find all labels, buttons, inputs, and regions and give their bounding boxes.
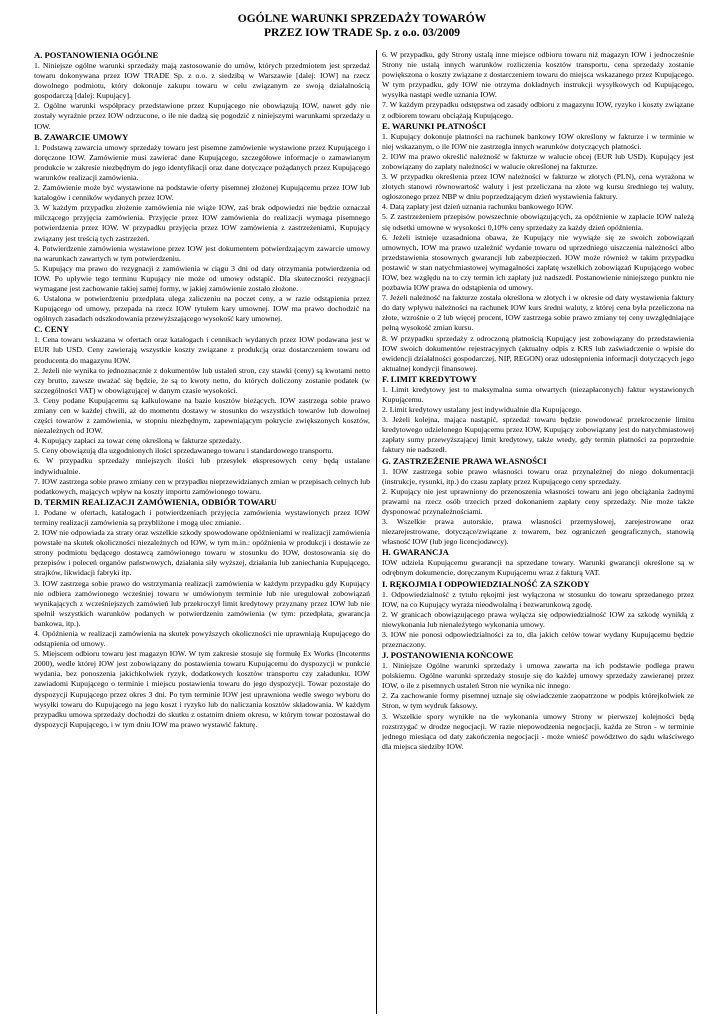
paragraph: 2. Zamówienie może być wystawione na podstawie oferty pisemnej złożonej Kupującemu przez IOW lub katalogów i cenników wydanych przez IOW. [34, 183, 370, 203]
paragraph: 2. IOW ma prawo określić należność w fakturze w walucie obcej (EUR lub USD). Kupujący jest zobowiązany do zapłaty należności w walucie określonej na fakturze. [382, 151, 694, 171]
paragraph: 2. W granicach obowiązującego prawa wyłącza się odpowiedzialność IOW za szkodę wynikłą z niewykonania lub nienależytego wykonania umowy. [382, 609, 694, 629]
paragraph: 8. W przypadku sprzedaży z odroczoną płatnością Kupujący jest zobowiązany do przedstawienia IOW swoich dokumentów rejestracyjnych (aktualny odpis z KRS lub zaświadczenie o wpisie do ewidencji działalności gospodarczej, NIP, REGON) oraz udostępnienia informacji dotyczących jego aktualnej kondycji finansowej. [382, 333, 694, 373]
paragraph: 2. Kupujący nie jest uprawniony do przenoszenia własności towaru ani jego obciążania żadnymi prawami na rzecz osób trzecich przed dokonaniem zapłaty ceny sprzedaży. Nie może także dysponować przynależnościami. [382, 486, 694, 516]
paragraph: 4. Kupujący zapłaci za towar cenę określoną w fakturze sprzedaży. [34, 436, 242, 446]
section-heading: J. POSTANOWIENIA KOŃCOWE [382, 650, 514, 661]
section-heading: C. CENY [34, 324, 69, 335]
paragraph: 3. W przypadku określenia przez IOW należności w fakturze w złotych (PLN), cena wyrażona w złotych stanowi równowartość waluty i jest przeliczana na złote wg kursu średniego tej waluty, ogłoszonego przez NBP w dniu poprzedzającym dzień wystawienia faktury. [382, 172, 694, 202]
paragraph: 3. IOW nie ponosi odpowiedzialności za to, dla jakich celów towar wydany Kupującemu będzie przeznaczony. [382, 629, 694, 649]
paragraph: 7. Jeżeli należność na fakturze została określona w złotych i w okresie od daty wystawienia faktury do daty wpływu należności na rachunek IOW kurs średni waluty, z której cena była przeliczona na złote, wzrośnie o 2 lub więcej procent, IOW zastrzega sobie prawo zmiany tej ceny uwzględniające pełną wysokość zmian kursu. [382, 293, 694, 333]
paragraph: 2. Ogólne warunki współpracy przedstawione przez Kupującego nie obowiązują IOW, nawet gdy nie zostały wyraźnie przez IOW odrzucone, o ile nie dadzą się pogodzić z niniejszymi warunkami sprzedaży u IOW. [34, 101, 370, 131]
paragraph: 6. Ustalona w potwierdzeniu przedpłata ulega zaliczeniu na poczet ceny, a w razie odstąpienia przez Kupującego od umowy, przepada na rzecz IOW tytułem kary umownej. IOW ma prawo dochodzić na ogólnych zasadach odszkodowania przewyższającego wysokość kary umownej. [34, 294, 370, 324]
paragraph: 1. Odpowiedzialność z tytułu rękojmi jest wyłączona w stosunku do towaru sprzedanego przez IOW, na co Kupujący wyraża nieodwołalną i bezwarunkową zgodę. [382, 589, 694, 609]
section-heading: F. LIMIT KREDYTOWY [382, 373, 478, 384]
paragraph: 2. Za zachowanie formy pisemnej uznaje się oświadczenie zaopatrzone w podpis którejkolwiek ze Stron, w tym wydruk faksowy. [382, 691, 694, 711]
title-line-2: PRZEZ IOW TRADE Sp. z o.o. 03/2009 [263, 27, 461, 39]
paragraph: 5. Kupujący ma prawo do rezygnacji z zamówienia w ciągu 3 dni od daty otrzymania potwierdzenia od IOW. Po upływie tego terminu Kupujący nie może od umowy odstąpić. Dla skuteczności rezygnacji wymagane jest zachowanie takiej samej formy, w jakiej zamówienie zostało złożone. [34, 263, 370, 293]
paragraph: 1. Limit kredytowy jest to maksymalna suma otwartych (niezapłaconych) faktur wystawionych Kupującemu. [382, 384, 694, 404]
paragraph: IOW udziela Kupującemu gwarancji na sprzedane towary. Warunki gwarancji określone są w odrębnym dokumencie, doręczanym Kupującemu wraz z fakturą VAT. [382, 558, 694, 578]
paragraph: 4. Datą zapłaty jest dzień uznania rachunku bankowego IOW. [382, 202, 574, 212]
paragraph: 5. Ceny obowiązują dla uzgodnionych ilości sprzedawanego towaru i standardowego transportu. [34, 446, 334, 456]
column-divider [376, 50, 377, 1014]
paragraph: 3. Jeżeli kolejna, mająca nastąpić, sprzedaż towaru będzie powodować przekroczenie limitu kredytowego udzielonego Kupującemu przez IOW, Kupujący zobowiązany jest do natychmiastowej zapłaty sumy przewyższającej limit kredytowy, także wtedy, gdy termin płatności za poprzednie faktury nie nadszedł. [382, 415, 694, 455]
paragraph: 6. W przypadku, gdy Strony ustalą inne miejsce odbioru towaru niż magazyn IOW i jednocześnie Strony nie ustalą innych warunków rozliczenia kosztów transportu, cena sprzedaży zostanie powiększona o koszty związane z dostarczeniem towaru do miejsca wskazanego przez Kupującego. W tym przypadku, gdy IOW nie otrzyma dokładnych instrukcji wysyłkowych od Kupującego, wysyłka nastąpi wedle uznania IOW. [382, 50, 694, 100]
paragraph: 1. Kupujący dokonuje płatności na rachunek bankowy IOW określony w fakturze i w terminie w niej wskazanym, o ile IOW nie zastrzegła innych warunków dotyczących płatności. [382, 131, 694, 151]
paragraph: 5. Miejscem odbioru towaru jest magazyn IOW. W tym zakresie stosuje się formułę Ex Works (Incoterms 2000), wedle której IOW jest zobowiązany do postawienia towaru Kupującemu do dyspozycji w punkcie wydania, bez ponoszenia jakichkolwiek ryzyk, dodatkowych kosztów transportu czy załadunku. IOW zawiadomi Kupującego o terminie i miejscu postawienia towaru do jego dyspozycji. Towar pozostaje do dyspozycji Kupującego przez okres 3 dni. Po tym terminie IOW jest uprawniona wedle swego wyboru do wysyłki towaru do Kupującego na jego koszt i ryzyko lub do naliczania kosztów składowania. W każdym przypadku umowa sprzedaży dochodzi do skutku z ostatnim dniem okresu, w którym towar pozostawał do dyspozycji Kupującego, i w tym dniu IOW ma prawo wystawić fakturę. [34, 649, 370, 729]
paragraph: 4. Opóźnienia w realizacji zamówienia na skutek powyższych okoliczności nie uprawniają Kupującego do odstąpienia od umowy. [34, 628, 370, 649]
paragraph: 2. Jeżeli nie wynika to jednoznacznie z dokumentów lub ustaleń stron, czy stawki (ceny) są kwotami netto czy brutto, zawsze uważać się będzie, że są to kwoty netto, do których doliczony zostanie podatek (w szczególności VAT) w obowiązującej w danym czasie wysokości. [34, 365, 370, 395]
paragraph: 4. Potwierdzenie zamówienia wystawione przez IOW jest dokumentem potwierdzającym zawarcie umowy na warunkach zawartych w tym potwierdzeniu. [34, 243, 370, 263]
section-heading: H. GWARANCJA [382, 547, 449, 558]
paragraph: 1. Podane w ofertach, katalogach i potwierdzeniach przyjęcia zamówienia wystawionych przez IOW terminy realizacji zamówienia są przybliżone i mogą ulec zmianie. [34, 507, 370, 527]
section-heading: B. ZAWARCIE UMOWY [34, 131, 129, 142]
paragraph: 5. Z zastrzeżeniem przepisów powszechnie obowiązujących, za opóźnienie w zapłacie IOW należą się odsetki umowne w wysokości 0,10% ceny sprzedaży za każdy dzień opóźnienia. [382, 212, 694, 232]
title-line-1: OGÓLNE WARUNKI SPRZEDAŻY TOWARÓW [237, 13, 487, 25]
paragraph: 1. Niniejsze ogólne warunki sprzedaży mają zastosowanie do umów, których przedmiotem jest sprzedaż towaru dokonywana przez IOW TRADE Sp. z o.o. z siedzibą w Warszawie [dalej: IOW] na rzecz dowolnego podmiotu, który dokonuje zakupu towaru w celu związanym ze swoją działalnością gospodarczą [dalej: Kupujący]. [34, 61, 370, 101]
paragraph: 2. Limit kredytowy ustalany jest indywidualnie dla Kupującego. [382, 405, 582, 415]
right-column [382, 50, 694, 1014]
paragraph: 7. IOW zastrzega sobie prawo zmiany cen w przypadku nieprzewidzianych zmian w przepisach celnych lub podatkowych, mających wpływ na koszty importu zamówionego towaru. [34, 476, 370, 496]
section-heading: A. POSTANOWIENIA OGÓLNE [34, 50, 159, 60]
section-heading: E. WARUNKI PŁATNOŚCI [382, 120, 487, 131]
paragraph: 1. Cena towaru wskazana w ofertach oraz katalogach i cennikach wydanych przez IOW podawana jest w EUR lub USD. Ceny zawierają wszystkie koszty związane z produkcją oraz dostarczeniem towaru od producenta do magazynu IOW. [34, 335, 370, 365]
paragraph: 3. Wszelkie spory wynikłe na tle wykonania umowy Strony w pierwszej kolejności będą rozstrzygać w drodze negocjacji. W razie niepowodzenia negocjacji, każda ze Stron - w terminie jednego miesiąca od daty zakończenia negocjacji - może wnieść powództwo do sądu właściwego dla miejsca siedziby IOW. [382, 711, 694, 751]
paragraph: 6. W przypadku sprzedaży mniejszych ilości lub przesyłek ekspresowych ceny będą ustalane indywidualnie. [34, 456, 370, 476]
section-heading: D. TERMIN REALIZACJI ZAMÓWIENIA, ODBIÓR TOWARU [34, 496, 277, 507]
section-heading: G. ZASTRZEŻENIE PRAWA WŁASNOŚCI [382, 455, 547, 466]
paragraph: 1. IOW zastrzega sobie prawo własności towaru oraz przynależnej do niego dokumentacji (instrukcje, rysunki, itp.) do czasu zapłaty przez Kupującego ceny sprzedaży. [382, 466, 694, 486]
left-column [34, 50, 370, 1014]
paragraph: 1. Niniejsze Ogólne warunki sprzedaży i umowa zawarta na ich podstawie podlega prawu polskiemu. Ogólne warunki sprzedaży stosuje się do każdej umowy sprzedaży zawieranej przez IOW, o ile z pisemnych ustaleń Stron nie wynika nic innego. [382, 661, 694, 691]
section-heading: I. RĘKOJMIA I ODPOWIEDZIALNOŚĆ ZA SZKODY [382, 578, 590, 589]
paragraph: 3. Ceny podane Kupującemu są kalkulowane na bazie kosztów bieżących. IOW zastrzega sobie prawo zmiany cen w każdej chwili, aż do momentu dostawy w stosunku do wszystkich towarów lub dowolnej części towarów z zamówienia, w stopniu niezbędnym, zapewniającym pokrycie zwiększonych kosztów, niezależnych od IOW. [34, 395, 370, 436]
paragraph: 6. Jeżeli istnieje uzasadniona obawa, że Kupujący nie wywiąże się ze swoich zobowiązań umownych, IOW ma prawo uzależnić wydanie towaru od uprzedniego uiszczenia należności albo przedstawienia stosownych gwarancji lub zabezpieczeń. IOW może również w takim przypadku postawić w stan natychmiastowej wymagalności zapłatę wszelkich zobowiązań Kupującego wobec IOW, bez względu na to czy termin ich zapłaty już nadszedł. Postanowienie niniejszego punktu nie pozbawia IOW prawa do odstąpienia od umowy. [382, 232, 694, 293]
paragraph: 3. Wszelkie prawa autorskie, prawa własności przemysłowej, zarejestrowane oraz niezarejestrowane, dotyczące/związane z towarem, bez ograniczeń geograficznych, stanowią własność IOW (lub jego licencjodawcy). [382, 517, 694, 547]
paragraph: 3. W każdym przypadku złożenie zamówienia nie wiąże IOW, zaś brak odpowiedzi nie będzie oznaczał milczącego przyjęcia zamówienia. Przyjęcie przez IOW zamówienia do realizacji wymaga pisemnego potwierdzenia przez IOW. W przypadku przyjęcia przez IOW zamówienia z zastrzeżeniami, Kupujący związany jest treścią tych zastrzeżeń. [34, 203, 370, 243]
paragraph: 7. W każdym przypadku odstępstwa od zasady odbioru z magazynu IOW, ryzyko i koszty związane z odbiorem towaru obciążają Kupującego. [382, 100, 694, 120]
paragraph: 3. IOW zastrzega sobie prawo do wstrzymania realizacji zamówienia w każdym przypadku gdy Kupujący nie odbiera zamówionego wcześniej towaru w umówionym terminie lub nie uregulował zobowiązań wynikających z wcześniejszych zamówień lub przekroczył limit kredytowy przyznany przez IOW lub nie spełnił wszystkich warunków podanych w potwierdzeniu zamówienia (w tym: przedpłata, gwarancja bankowa, itp.). [34, 578, 370, 628]
paragraph: 1. Podstawą zawarcia umowy sprzedaży towaru jest pisemne zamówienie wystawione przez Kupującego i doręczone IOW. Zamówienie musi zawierać dane Kupującego, szczegółowe informacje o zamawianym produkcie w zakresie niezbędnym do jego identyfikacji oraz dane dotyczące pożądanych przez Kupującego warunków realizacji zamówienia. [34, 142, 370, 182]
document-title [0, 12, 724, 40]
paragraph: 2. IOW nie odpowiada za straty oraz wszelkie szkody spowodowane opóźnieniami w realizacji zamówienia powstałe na skutek okoliczności niezależnych od IOW, w tym m.in.: opóźnienia w produkcji i dostawie ze strony podmiotu będącego dostawcą zamówionego towaru w stosunku do IOW, dostosowania się do przepisów i poleceń organów państwowych, działania siły wyższej, działania lub zaniechania Kupującego, strajków, likwidacji fabryki itp. [34, 528, 370, 578]
